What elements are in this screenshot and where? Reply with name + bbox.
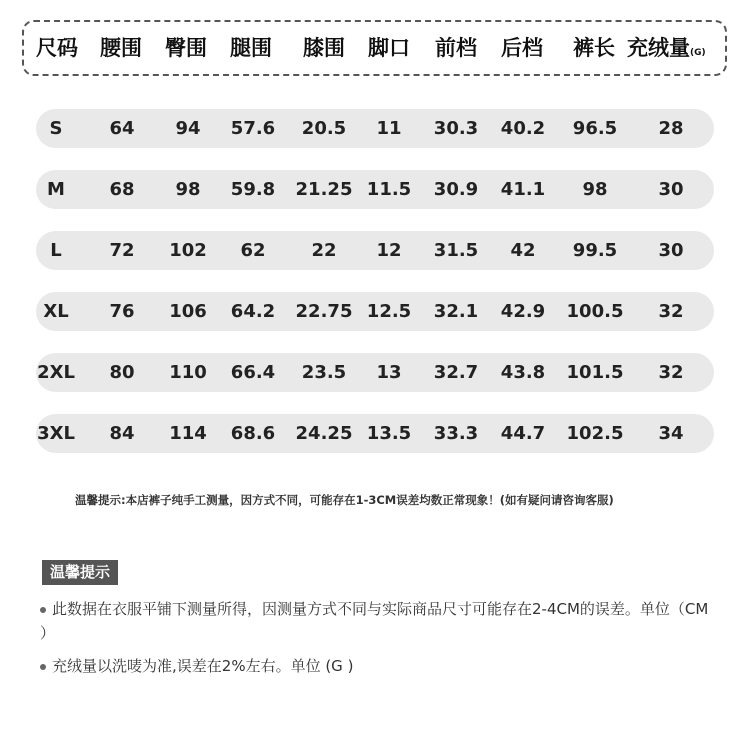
cell-back-rise: 42.9 — [500, 301, 546, 322]
cell-front-rise: 30.9 — [433, 179, 479, 200]
cell-front-rise: 33.3 — [433, 423, 479, 444]
cell-front-rise: 31.5 — [433, 240, 479, 261]
tip-item — [40, 654, 353, 678]
cell-fill-weight: 32 — [658, 362, 684, 383]
cell-size: L — [50, 240, 62, 261]
cell-back-rise: 40.2 — [500, 118, 546, 139]
cell-fill-weight: 28 — [658, 118, 684, 139]
cell-waist: 64 — [109, 118, 135, 139]
cell-back-rise: 41.1 — [500, 179, 546, 200]
cell-leg-opening: 11.5 — [366, 179, 412, 200]
tips-title: 温馨提示 — [42, 560, 118, 585]
cell-knee: 21.25 — [295, 179, 353, 200]
table-row — [36, 170, 714, 209]
cell-front-rise: 32.1 — [433, 301, 479, 322]
cell-length: 98 — [582, 179, 608, 200]
cell-front-rise: 32.7 — [433, 362, 479, 383]
cell-thigh: 66.4 — [230, 362, 276, 383]
cell-fill-weight: 30 — [658, 240, 684, 261]
cell-knee: 22.75 — [295, 301, 353, 322]
measurement-note: 温馨提示:本店裤子纯手工测量，因方式不同，可能存在1-3CM误差均数正常现象！(如有疑问请咨询客服) — [75, 493, 614, 507]
cell-hip: 114 — [169, 423, 207, 444]
cell-length: 99.5 — [572, 240, 618, 261]
cell-waist: 72 — [109, 240, 135, 261]
cell-back-rise: 44.7 — [500, 423, 546, 444]
cell-knee: 24.25 — [295, 423, 353, 444]
cell-length: 102.5 — [566, 423, 624, 444]
header-thigh: 腿围 — [230, 36, 272, 60]
cell-waist: 80 — [109, 362, 135, 383]
cell-thigh: 68.6 — [230, 423, 276, 444]
header-size: 尺码 — [36, 36, 78, 60]
cell-fill-weight: 32 — [658, 301, 684, 322]
header-knee: 膝围 — [303, 36, 345, 60]
cell-leg-opening: 13.5 — [366, 423, 412, 444]
cell-thigh: 62 — [240, 240, 266, 261]
bullet-dot-icon — [40, 607, 46, 613]
cell-front-rise: 30.3 — [433, 118, 479, 139]
cell-leg-opening: 13 — [376, 362, 402, 383]
cell-waist: 76 — [109, 301, 135, 322]
tip-item — [40, 597, 710, 645]
cell-hip: 102 — [169, 240, 207, 261]
table-row — [36, 353, 714, 392]
tip-item-text: 充绒量以洗唛为准,误差在2%左右。单位 (G ) — [52, 657, 354, 675]
table-row — [36, 231, 714, 270]
cell-thigh: 64.2 — [230, 301, 276, 322]
size-table-header — [22, 20, 727, 76]
header-waist: 腰围 — [100, 36, 142, 60]
cell-hip: 94 — [175, 118, 201, 139]
cell-hip: 106 — [169, 301, 207, 322]
cell-size: 3XL — [37, 423, 75, 444]
tip-item-text: 此数据在衣服平铺下测量所得，因测量方式不同与实际商品尺寸可能存在2-4CM的误差。单位（CM ） — [40, 600, 709, 642]
cell-thigh: 59.8 — [230, 179, 276, 200]
cell-leg-opening: 12.5 — [366, 301, 412, 322]
cell-size: S — [49, 118, 63, 139]
header-hip: 臀围 — [165, 36, 207, 60]
cell-length: 101.5 — [566, 362, 624, 383]
cell-waist: 84 — [109, 423, 135, 444]
header-front-rise: 前档 — [435, 36, 477, 60]
cell-hip: 110 — [169, 362, 207, 383]
cell-fill-weight: 30 — [658, 179, 684, 200]
header-length: 裤长 — [573, 36, 615, 60]
cell-knee: 23.5 — [301, 362, 347, 383]
cell-knee: 22 — [311, 240, 337, 261]
cell-leg-opening: 12 — [376, 240, 402, 261]
header-leg-opening: 脚口 — [368, 36, 410, 60]
cell-fill-weight: 34 — [658, 423, 684, 444]
cell-back-rise: 43.8 — [500, 362, 546, 383]
cell-hip: 98 — [175, 179, 201, 200]
header-back-rise: 后档 — [501, 36, 543, 60]
cell-back-rise: 42 — [510, 240, 536, 261]
cell-waist: 68 — [109, 179, 135, 200]
cell-length: 96.5 — [572, 118, 618, 139]
table-row — [36, 414, 714, 453]
table-row — [36, 292, 714, 331]
cell-size: XL — [43, 301, 69, 322]
cell-leg-opening: 11 — [376, 118, 402, 139]
cell-knee: 20.5 — [301, 118, 347, 139]
cell-length: 100.5 — [566, 301, 624, 322]
cell-size: M — [47, 179, 65, 200]
header-fill-weight: 充绒量(G) — [627, 36, 706, 60]
cell-thigh: 57.6 — [230, 118, 276, 139]
table-row — [36, 109, 714, 148]
cell-size: 2XL — [37, 362, 75, 383]
bullet-dot-icon — [40, 664, 46, 670]
header-fill-unit: (G) — [690, 48, 706, 58]
